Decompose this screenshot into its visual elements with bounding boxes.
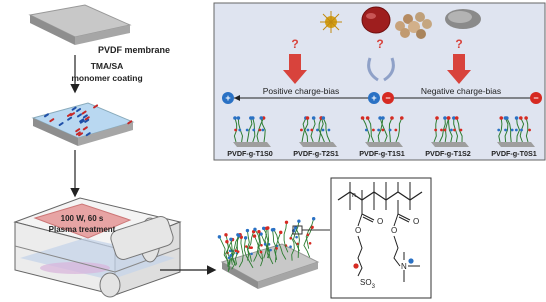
charge-bead: [289, 245, 292, 248]
charge-bead: [246, 229, 249, 232]
minus-sign-center: −: [385, 93, 391, 103]
foulant-bacteria-icon: [320, 11, 342, 33]
charge-bead: [322, 116, 326, 120]
charge-bead: [435, 116, 439, 120]
charge-bead: [297, 219, 300, 222]
charge-bead: [250, 253, 253, 256]
charge-bead: [292, 229, 295, 232]
charge-bead: [251, 116, 255, 120]
charge-bead: [244, 236, 247, 239]
plasma-label-line1: 100 W, 60 s: [60, 214, 104, 223]
charge-bead: [264, 243, 267, 246]
charge-bead: [307, 233, 310, 236]
charge-bead: [515, 116, 519, 120]
charge-bead: [289, 237, 292, 240]
charge-bead: [271, 228, 274, 231]
charge-bead: [275, 247, 278, 250]
plasma-chamber: [15, 198, 180, 297]
minus-sign-right: −: [533, 93, 539, 103]
charge-bead: [259, 116, 263, 120]
charge-bead: [233, 116, 237, 120]
protein-highlight: [366, 13, 376, 19]
charge-bead: [455, 116, 459, 120]
subscript-n-label: n: [352, 192, 356, 199]
sample-label-2: PVDF-g-T2S1: [293, 149, 339, 158]
charge-bead: [528, 129, 531, 132]
nitrogen-label: N: [401, 262, 407, 271]
charge-bead: [504, 129, 507, 132]
plus-sign-center: +: [371, 93, 377, 103]
charge-bead: [366, 116, 370, 120]
sulfonate-label: $SO_3$: [360, 278, 375, 290]
charge-bead: [228, 256, 231, 259]
negative-bias-label: Negative charge-bias: [420, 86, 502, 96]
question-mark-center: ?: [376, 37, 384, 51]
coating-label-line1: TMA/SA: [90, 61, 124, 71]
plus-sign-left: +: [225, 93, 231, 103]
brush-substrate: [431, 142, 469, 147]
charge-bead: [253, 234, 256, 237]
charge-bead: [453, 129, 456, 132]
charge-bead: [253, 228, 256, 231]
oxygen-right-double: O: [413, 217, 420, 226]
plasma-label-line2: Plasma treatment: [48, 225, 116, 234]
charge-bead: [389, 129, 392, 132]
charge-bead: [310, 129, 313, 132]
brush-substrate: [233, 142, 271, 147]
sample-label-5: PVDF-g-T0S1: [491, 149, 537, 158]
charge-bead: [519, 116, 523, 120]
charge-bead: [365, 129, 368, 132]
charge-bead: [447, 116, 451, 120]
chemical-structure-box: [331, 178, 431, 298]
charge-bead: [520, 129, 523, 132]
charge-bead: [312, 217, 315, 220]
charge-bead: [257, 230, 260, 233]
charge-bead: [235, 249, 238, 252]
charge-bead: [306, 116, 310, 120]
charge-bead: [258, 129, 261, 132]
brush-substrate: [299, 142, 337, 147]
charge-bead: [505, 116, 509, 120]
charge-bead: [307, 129, 310, 132]
charge-bead: [390, 116, 394, 120]
coating-label-line2: monomer coating: [71, 73, 143, 83]
charge-bead: [378, 116, 382, 120]
charge-bead: [225, 240, 228, 243]
charge-bead: [511, 129, 514, 132]
charge-bead: [295, 236, 298, 239]
charge-bead: [261, 129, 264, 132]
charge-bead: [450, 129, 453, 132]
charge-bead: [230, 254, 233, 257]
oxygen-right-ester: O: [391, 226, 398, 235]
coated-membrane-block: [33, 103, 133, 146]
charge-bead: [372, 129, 375, 132]
brush-substrate: [497, 142, 535, 147]
charge-bead: [300, 129, 303, 132]
charge-bead: [246, 129, 249, 132]
sample-label-3: PVDF-g-T1S1: [359, 149, 405, 158]
charge-bead: [252, 129, 255, 132]
charge-bead: [245, 245, 248, 248]
charge-bead: [229, 238, 232, 241]
charge-bead: [444, 129, 447, 132]
charge-bead: [260, 251, 263, 254]
charge-bead: [238, 129, 241, 132]
sample-label-4: PVDF-g-T1S2: [425, 149, 471, 158]
charge-bead: [328, 129, 331, 132]
charge-bead: [237, 234, 240, 237]
charge-bead: [250, 246, 253, 249]
charge-bead: [377, 129, 380, 132]
charge-bead: [499, 116, 503, 120]
oil-highlight: [448, 11, 472, 23]
charge-bead: [316, 129, 319, 132]
charge-bead: [382, 129, 385, 132]
charge-bead: [434, 129, 437, 132]
question-mark-left: ?: [291, 37, 299, 51]
charge-bead: [285, 221, 288, 224]
pvdf-membrane-block: [30, 5, 130, 45]
charge-bead: [224, 233, 227, 236]
charge-bead: [440, 129, 443, 132]
foulant-protein-icon: [362, 7, 390, 33]
charge-bead: [312, 116, 316, 120]
charge-bead: [400, 116, 404, 120]
charge-bead: [237, 116, 241, 120]
charge-bead: [524, 116, 528, 120]
oxygen-left-double: O: [377, 217, 384, 226]
question-mark-right: ?: [455, 37, 463, 51]
charge-bead: [218, 235, 221, 238]
charge-bead: [497, 129, 500, 132]
charge-bead: [279, 231, 282, 234]
brush-substrate: [365, 142, 403, 147]
pvdf-membrane-label: PVDF membrane: [98, 45, 171, 55]
charge-bead: [266, 226, 269, 229]
oxygen-left-ester: O: [355, 226, 362, 235]
charge-bead: [309, 242, 312, 245]
charge-bead: [322, 129, 325, 132]
charge-bead: [237, 250, 240, 253]
charge-bead: [234, 129, 237, 132]
charge-bead: [460, 129, 463, 132]
charge-bead: [394, 129, 397, 132]
sample-label-1: PVDF-g-T1S0: [227, 149, 273, 158]
positive-bias-label: Positive charge-bias: [262, 86, 340, 96]
charge-bead: [361, 116, 365, 120]
charge-bead: [515, 129, 518, 132]
charge-bead: [443, 116, 447, 120]
charge-bead: [262, 227, 265, 230]
